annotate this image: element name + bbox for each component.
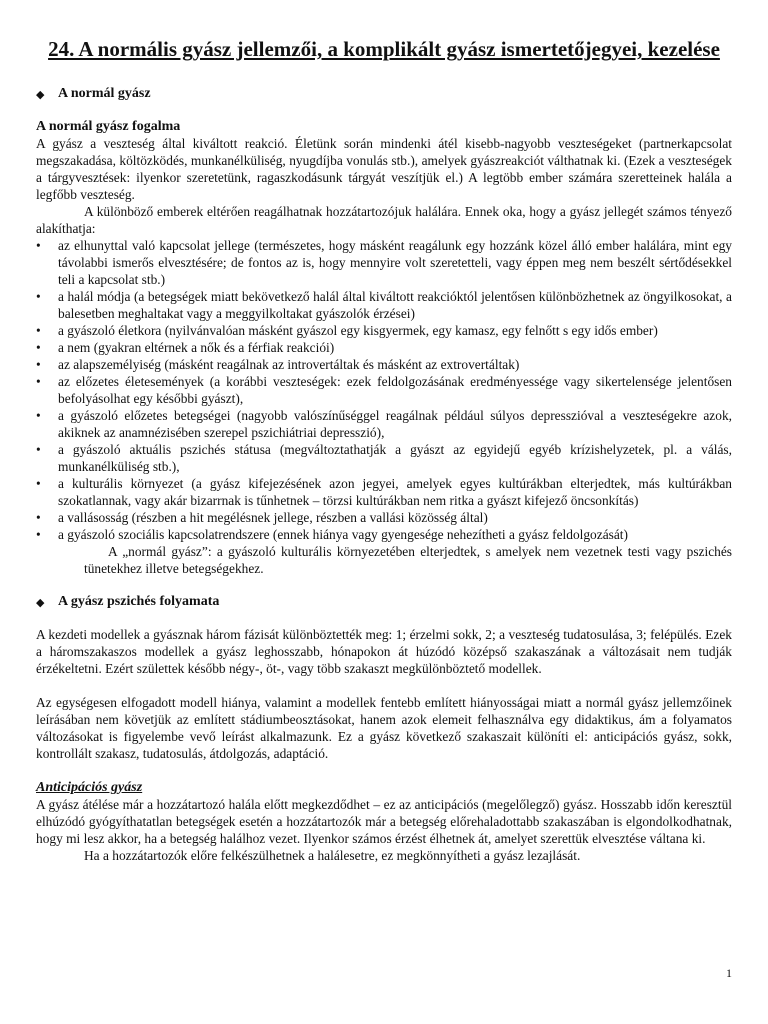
list-item: • a halál módja (a betegségek miatt bekövetkező halál által kiváltott reakcióktól jelentősen különbözhetnek az öngyilkosokat, a balesetben meghaltakat vagy a meggyilkoltakat gyászolók érzései) [36, 289, 732, 321]
list-item: • a nem (gyakran eltérnek a nők és a férfiak reakciói) [36, 340, 335, 355]
bullet-icon: • [36, 527, 41, 542]
list-item: • a gyászoló aktuális pszichés státusa (megváltoztathatják a gyászt az egyidejű egyéb krízishelyzetek, pl. a válás, munkanélküliség stb.), [36, 442, 732, 474]
list-item: • a gyászoló előzetes betegségei (nagyobb valószínűséggel reagálnak például súlyos depresszióval a veszteségekre azok, akiknek az anamnézisében szerepel pszichiátriai depresszió), [36, 408, 732, 440]
paragraph: A gyász a veszteség által kiváltott reakció. Életünk során mindenki átél kisebb-nagyobb veszteségeket (partnerkapcsolat megszakadása, költözködés, munkanélküliség, nyugdíjba vonulás stb.), amelyek gyászreakciót válthatnak ki. (Ezek a veszteségek a tárgyvesztések: ilyenkor szeretetünk, ragaszkodásunk tárgyát veszítjük el.) A legtöbb ember számára szeretteinek halála a legfőbb veszteség. [36, 136, 732, 202]
paragraph: Ha a hozzátartozók előre felkészülhetnek a halálesetre, ez megkönnyítheti a gyász lezajlását. [84, 848, 581, 863]
paragraph: A kezdeti modellek a gyásznak három fázisát különböztették meg: 1; érzelmi sokk, 2; a veszteség tudatosulása, 3; felépülés. Ezek a háromszakaszos modellek a gyász leghosszabb, hónapokon át húzódó középső szakaszának a változásait nem tudják érzékeltetni. Ezért születtek később négy-, öt-, vagy több szakaszt megkülönböztető modellek. [36, 627, 732, 676]
paragraph: Az egységesen elfogadott modell hiánya, valamint a modellek fentebb említett hiányosságai miatt a normál gyász jellemzőinek leírásában nem követjük az említett stádiumbeosztásokat, hanem azok elemeit felhasználva egy didaktikus, ám a folyamatos változásokat is figyelembe vevő leírást alkalmazunk. Ez a gyász következő szakaszait különíti el: anticipációs gyász, sokk, kontrollált szakasz, tudatosulás, átdolgozás, adaptáció. [36, 695, 732, 761]
subheading-normal-grief-concept: A normál gyász fogalma [36, 119, 181, 134]
section-heading-grief-process [36, 594, 732, 610]
bullet-icon: • [36, 289, 41, 304]
paragraph: A gyász átélése már a hozzátartozó halála előtt megkezdődhet – ez az anticipációs (megelőlegző) gyász. Hosszabb időn keresztül elhúzódó gyógyíthatatlan betegségek esetén a hozzátartozók már a betegség előrehaladottabb szakaszában is elgondolkodhatnak, hogy mi lesz akkor, ha a betegség halálhoz vezet. Ilyenkor számos érzést élhetnek át, amelyet szerettük elvesztése váltana ki. [36, 797, 732, 846]
paragraph: A „normál gyász”: a gyászoló kulturális környezetében elterjedtek, s amelyek nem vezetnek testi vagy pszichés tünetekhez illetve betegségekhez. [84, 544, 732, 576]
list-item: • a gyászoló szociális kapcsolatrendszere (ennek hiánya vagy gyengesége nehezítheti a gyász feldolgozását) [36, 527, 628, 542]
list-item: • az előzetes életesemények (a korábbi veszteségek: ezek feldolgozásának eredményessége vagy sikertelensége jelentősen befolyásolhat egy későbbi gyászt), [36, 374, 732, 406]
diamond-bullet-icon: ◆ [36, 596, 45, 609]
list-item: • az elhunyttal való kapcsolat jellege (természetes, hogy másként reagálunk egy hozzánk közel álló ember halálára, mint egy távolabbi ismerős elvesztésére; de fontos az is, hogy mennyire volt szeretetteli, vagy éppen meg nem beszélt sértődésekkel teli a kapcsolat stb.) [36, 238, 732, 287]
paragraph: A különböző emberek eltérően reagálhatnak hozzátartozójuk halálára. Ennek oka, hogy a gyász jellegét számos tényező alakíthatja: [36, 204, 732, 236]
bullet-icon: • [36, 476, 41, 491]
bullet-icon: • [36, 238, 41, 253]
bullet-icon: • [36, 340, 41, 355]
bullet-icon: • [36, 442, 41, 457]
list-item: • a gyászoló életkora (nyilvánvalóan másként gyászol egy kisgyermek, egy kamasz, egy felnőtt s egy idős ember) [36, 323, 658, 338]
bullet-icon: • [36, 323, 41, 338]
section-heading-normal-grief [36, 86, 732, 102]
factors-list [36, 237, 732, 543]
bullet-icon: • [36, 408, 41, 423]
subheading-anticipatory-grief: Anticipációs gyász [36, 780, 143, 795]
bullet-icon: • [36, 357, 41, 372]
list-item: • az alapszemélyiség (másként reagálnak az introvertáltak és másként az extrovertáltak) [36, 357, 520, 372]
bullet-icon: • [36, 510, 41, 525]
diamond-bullet-icon: ◆ [36, 88, 45, 101]
page-number: 1 [726, 966, 732, 980]
list-item: • a kulturális környezet (a gyász kifejezésének azon jegyei, amelyek egyes kultúrákban elterjedtek, más kultúrákban szokatlannak, vagy akár bizarrnak is tűnhetnek – törzsi kultúrákban nem ritka a gyászt kifejező öncsonkítás) [36, 476, 732, 508]
section-heading-label: A gyász pszichés folyamata [58, 594, 220, 609]
section-heading-label: A normál gyász [58, 86, 151, 101]
bullet-icon: • [36, 374, 41, 389]
page-title: 24. A normális gyász jellemzői, a komplikált gyász ismertetőjegyei, kezelése [48, 37, 720, 61]
list-item: • a vallásosság (részben a hit megélésnek jellege, részben a vallási közösség által) [36, 510, 488, 525]
